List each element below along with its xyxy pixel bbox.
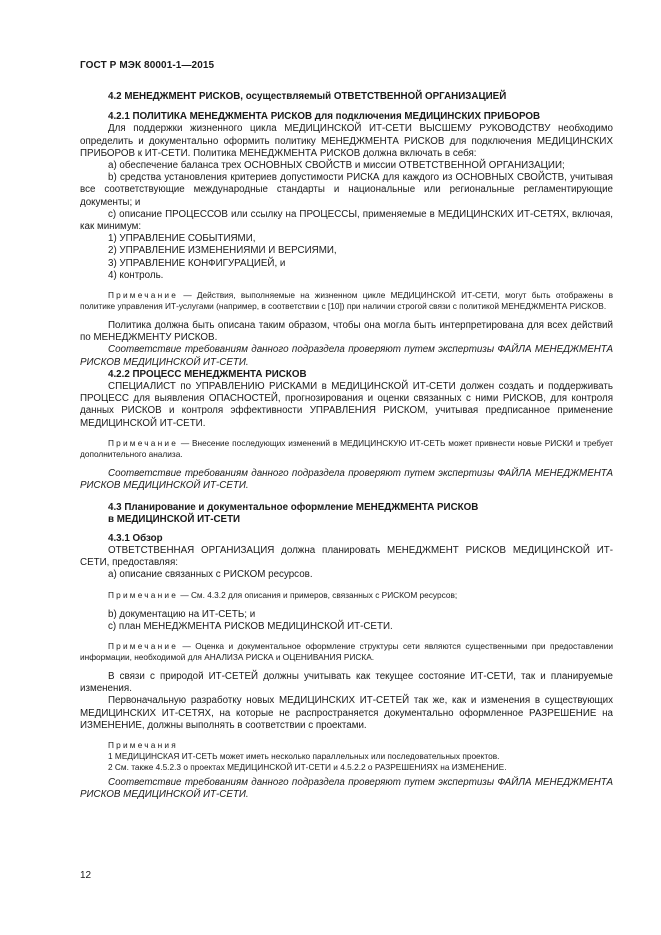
list-item-c: с) описание ПРОЦЕССОВ или ссылку на ПРОЦЕССЫ, применяемые в МЕДИЦИНСКИХ ИТ-СЕТЯХ, включая, как минимум: (80, 208, 613, 233)
note-text: — Оценка и документальное оформление структуры сети являются существенными при предоставлении информации, необходимой для АНАЛИЗА РИСКА и ОЦЕНИВАНИЯ РИСКА. (80, 640, 613, 662)
section-4-2-title: 4.2 МЕНЕДЖМЕНТ РИСКОВ, осуществляемый ОТВЕТСТВЕННОЙ ОРГАНИЗАЦИЕЙ (108, 91, 507, 102)
section-4-3-1-title: 4.3.1 Обзор (108, 532, 163, 544)
section-4-2-2-title: 4.2.2 ПРОЦЕСС МЕНЕДЖМЕНТА РИСКОВ (108, 368, 307, 380)
paragraph: Для поддержки жизненного цикла МЕДИЦИНСКОЙ ИТ-СЕТИ ВЫСШЕМУ РУКОВОДСТВУ необходимо определить и документально оформить политику МЕНЕДЖМЕНТА РИСКОВ для подключения МЕДИЦИНСКИХ ПРИБОРОВ к ИТ-СЕТИ. Политика МЕНЕДЖМЕНТА РИСКОВ должна включать в себя: (80, 123, 613, 159)
list-item-a: а) обеспечение баланса трех ОСНОВНЫХ СВОЙСТВ и миссии ОТВЕТСТВЕННОЙ ОРГАНИЗАЦИИ; (108, 160, 565, 172)
note (80, 641, 613, 663)
sub-item-3: 3) УПРАВЛЕНИЕ КОНФИГУРАЦИЕЙ, и (108, 257, 286, 269)
compliance-statement: Соответствие требованиям данного подраздела проверяют путем экспертизы ФАЙЛА МЕНЕДЖМЕНТА РИСКОВ МЕДИЦИНСКОЙ ИТ-СЕТИ. (80, 776, 613, 801)
section-4-2-1-title: 4.2.1 ПОЛИТИКА МЕНЕДЖМЕНТА РИСКОВ для подключения МЕДИЦИНСКИХ ПРИБОРОВ (108, 111, 541, 123)
note-label: Примечание (108, 589, 179, 600)
notes-heading (80, 740, 613, 751)
paragraph: ОТВЕТСТВЕННАЯ ОРГАНИЗАЦИЯ должна планировать МЕНЕДЖМЕНТ РИСКОВ МЕДИЦИНСКОЙ ИТ-СЕТИ, предоставляя: (80, 544, 613, 569)
paragraph: В связи с природой ИТ-СЕТЕЙ должны учитывать как текущее состояние ИТ-СЕТИ, так и планируемые изменения. (80, 670, 613, 695)
list-item-b: b) документацию на ИТ-СЕТЬ; и (108, 608, 256, 620)
note-text: — Действия, выполняемые на жизненном цикле МЕДИЦИНСКОЙ ИТ-СЕТИ, могут быть отображены в политике управления ИТ-услугами (например, в соответствии с [10]) при наличии строгой связи с политикой МЕНЕДЖМЕНТА РИСКОВ. (80, 290, 613, 312)
note (80, 438, 613, 460)
page-body (80, 91, 613, 801)
note-text: — Внесение последующих изменений в МЕДИЦИНСКУЮ ИТ-СЕТЬ может привнести новые РИСКИ и требует дополнительного анализа. (80, 437, 613, 459)
list-item-c: с) план МЕНЕДЖМЕНТА РИСКОВ МЕДИЦИНСКОЙ ИТ-СЕТИ. (108, 620, 393, 632)
paragraph: Политика должна быть описана таким образом, чтобы она могла быть интерпретирована для всех действий по МЕНЕДЖМЕНТУ РИСКОВ. (80, 320, 613, 344)
notes-label: Примечания (108, 739, 178, 750)
note-item-1: 1 МЕДИЦИНСКАЯ ИТ-СЕТЬ может иметь несколько параллельных или последовательных проектов. (108, 750, 500, 761)
note-text: — См. 4.3.2 для описания и примеров, связанных с РИСКОМ ресурсов; (178, 589, 458, 600)
page-number: 12 (80, 870, 92, 881)
paragraph: СПЕЦИАЛИСТ по УПРАВЛЕНИЮ РИСКАМИ в МЕДИЦИНСКОЙ ИТ-СЕТИ должен создать и поддерживать ПРОЦЕСС для выявления ОПАСНОСТЕЙ, прогнозирования и оценки связанных с ними РИСКОВ, для контроля данных РИСКОВ и контроля эффективности УПРАВЛЕНИЯ РИСКОМ, учитывая предписанное применение МЕДИЦИНСКОЙ ИТ-СЕТИ. (80, 381, 613, 429)
note-label: Примечание (108, 437, 179, 448)
section-4-3-title-line2: в МЕДИЦИНСКОЙ ИТ-СЕТИ (108, 514, 241, 526)
paragraph: Первоначальную разработку новых МЕДИЦИНСКИХ ИТ-СЕТЕЙ так же, как и изменения в существующих МЕДИЦИНСКИХ ИТ-СЕТЯХ, на которые не распространяется документально оформленное РАЗРЕШЕНИЕ на ИЗМЕНЕНИЕ, должны выполнять в соответствии с проектами. (80, 695, 613, 731)
note (80, 590, 613, 601)
note-label: Примечание (108, 290, 179, 301)
compliance-statement: Соответствие требованиям данного подраздела проверяют путем экспертизы ФАЙЛА МЕНЕДЖМЕНТА РИСКОВ МЕДИЦИНСКОЙ ИТ-СЕТИ. (80, 467, 613, 492)
list-item-b: b) средства установления критериев допустимости РИСКА для каждого из ОСНОВНЫХ СВОЙСТВ, учитывая все соответствующие международные стандарты и национальные или региональные регламентирующие документы; и (80, 172, 613, 208)
note (80, 290, 613, 312)
sub-item-2: 2) УПРАВЛЕНИЕ ИЗМЕНЕНИЯМИ И ВЕРСИЯМИ, (108, 245, 337, 257)
list-item-a: а) описание связанных с РИСКОМ ресурсов. (108, 569, 313, 581)
note-label: Примечание (108, 640, 179, 651)
note-item-2: 2 См. также 4.5.2.3 о проектах МЕДИЦИНСКОЙ ИТ-СЕТИ и 4.5.2.2 о РАЗРЕШЕНИЯХ на ИЗМЕНЕНИЕ. (108, 761, 507, 772)
sub-item-4: 4) контроль. (108, 269, 164, 281)
sub-item-1: 1) УПРАВЛЕНИЕ СОБЫТИЯМИ, (108, 233, 256, 245)
compliance-statement: Соответствие требованиям данного подраздела проверяют путем экспертизы ФАЙЛА МЕНЕДЖМЕНТА РИСКОВ МЕДИЦИНСКОЙ ИТ-СЕТИ. (80, 344, 613, 368)
document-header: ГОСТ Р МЭК 80001-1—2015 (80, 60, 215, 71)
section-4-3-title: 4.3 Планирование и документальное оформление МЕНЕДЖМЕНТА РИСКОВ (108, 502, 479, 514)
